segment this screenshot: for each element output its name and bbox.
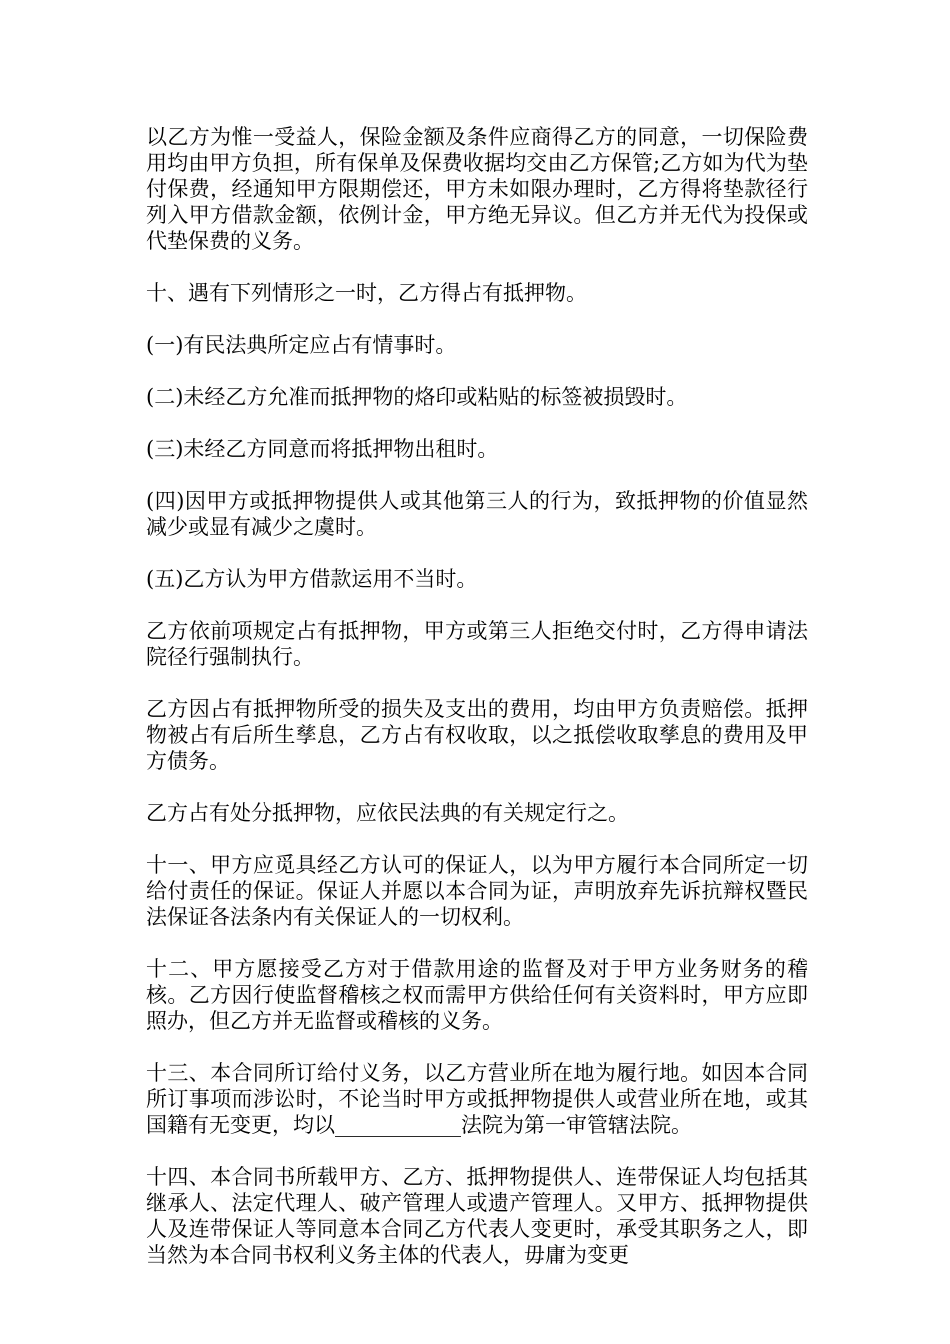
paragraph-clause-11-guarantor: 十一、甲方应觅具经乙方认可的保证人，以为甲方履行本合同所定一切给付责任的保证。保证人并愿以本合同为证，声明放弃先诉抗辩权暨民法保证各法条内有关保证人的一切权利。 xyxy=(146,853,808,929)
paragraph-clause-10-item-3: (三)未经乙方同意而将抵押物出租时。 xyxy=(146,437,499,461)
paragraph-disposal-rules: 乙方占有处分抵押物，应依民法典的有关规定行之。 xyxy=(146,801,629,825)
paragraph-clause-10-item-5: (五)乙方认为甲方借款运用不当时。 xyxy=(146,567,478,591)
paragraph-clause-13-jurisdiction: 十三、本合同所订给付义务，以乙方营业所在地为履行地。如因本合同所订事项而涉讼时，不论当时甲方或抵押物提供人或营业所在地，或其国籍有无变更，均以____________法院为第一审管辖法院。 xyxy=(146,1061,808,1137)
paragraph-clause-10-item-2: (二)未经乙方允准而抵押物的烙印或粘贴的标签被损毁时。 xyxy=(146,385,688,409)
paragraph-clause-10-item-4: (四)因甲方或抵押物提供人或其他第三人的行为，致抵押物的价值显然减少或显有减少之虞时。 xyxy=(146,489,808,539)
paragraph-losses-compensation: 乙方因占有抵押物所受的损失及支出的费用，均由甲方负责赔偿。抵押物被占有后所生孳息，乙方占有权收取，以之抵偿收取孳息的费用及甲方债务。 xyxy=(146,697,808,773)
paragraph-clause-14-successors: 十四、本合同书所载甲方、乙方、抵押物提供人、连带保证人均包括其继承人、法定代理人、破产管理人或遗产管理人。又甲方、抵押物提供人及连带保证人等同意本合同乙方代表人变更时，承受其职务之人，即当然为本合同书权利义务主体的代表人，毋庸为变更 xyxy=(146,1165,808,1267)
paragraph-clause-12-supervision: 十二、甲方愿接受乙方对于借款用途的监督及对于甲方业务财务的稽核。乙方因行使监督稽核之权而需甲方供给任何有关资料时，甲方应即照办，但乙方并无监督或稽核的义务。 xyxy=(146,957,808,1033)
paragraph-enforcement: 乙方依前项规定占有抵押物，甲方或第三人拒绝交付时，乙方得申请法院径行强制执行。 xyxy=(146,619,808,669)
document-body xyxy=(146,124,808,1294)
paragraph-insurance-beneficiary: 以乙方为惟一受益人，保险金额及条件应商得乙方的同意，一切保险费用均由甲方负担，所有保单及保费收据均交由乙方保管;乙方如为代为垫付保费，经通知甲方限期偿还，甲方未如限办理时，乙方得将垫款径行列入甲方借款金额，依例计金，甲方绝无异议。但乙方并无代为投保或代垫保费的义务。 xyxy=(146,125,808,253)
paragraph-clause-10-heading: 十、遇有下列情形之一时，乙方得占有抵押物。 xyxy=(146,281,587,305)
paragraph-clause-10-item-1: (一)有民法典所定应占有情事时。 xyxy=(146,333,457,357)
